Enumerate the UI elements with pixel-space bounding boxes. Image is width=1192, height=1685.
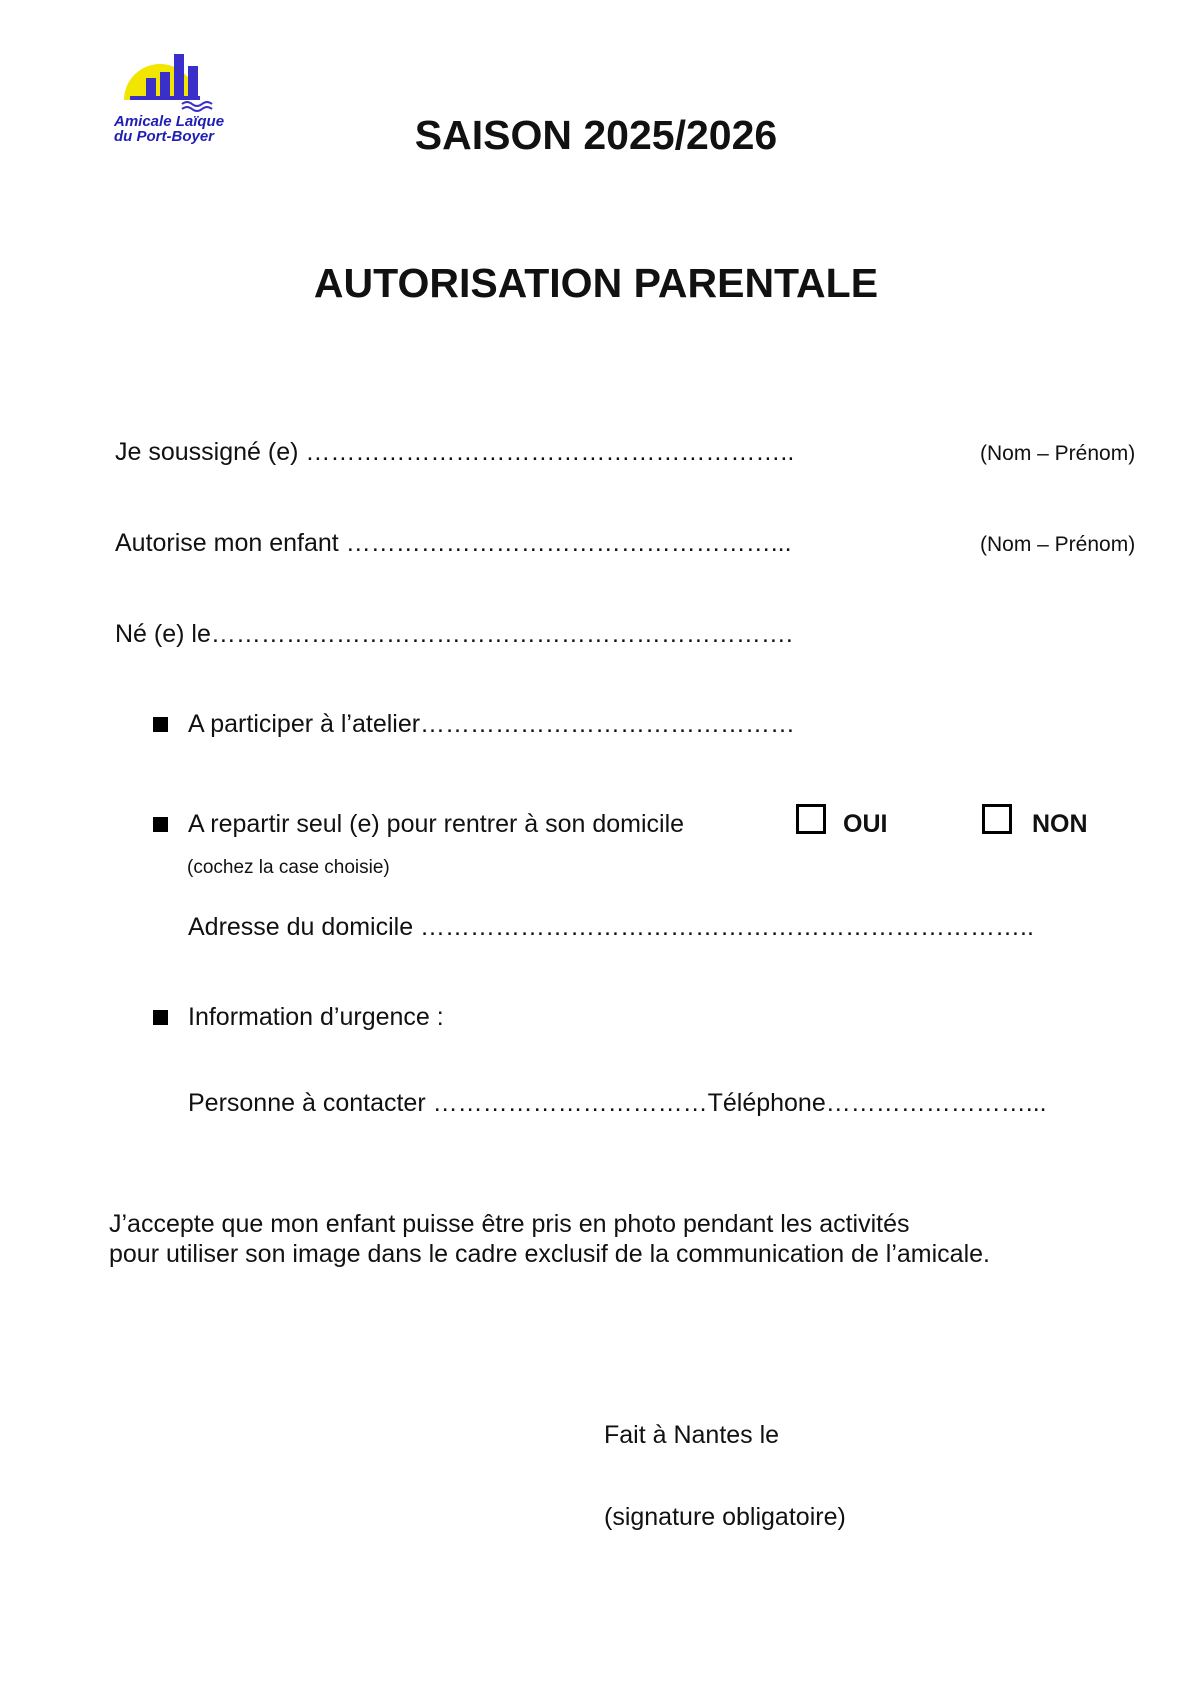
yes-checkbox[interactable] bbox=[796, 804, 826, 834]
undersigned-hint: (Nom – Prénom) bbox=[980, 442, 1136, 465]
photo-consent-line2: pour utiliser son image dans le cadre exclusif de la communication de l’amicale. bbox=[109, 1240, 990, 1268]
season-title: SAISON 2025/2026 bbox=[414, 112, 778, 158]
child-name-field[interactable]: Autorise mon enfant ……………………………………………... bbox=[115, 529, 792, 557]
signature-place: Fait à Nantes le bbox=[604, 1421, 780, 1449]
birth-date-field[interactable]: Né (e) le……………………………………………………………. bbox=[115, 620, 793, 648]
no-checkbox[interactable] bbox=[982, 804, 1012, 834]
undersigned-field[interactable]: Je soussigné (e) ………………………………………………….. bbox=[115, 438, 795, 466]
child-name-hint: (Nom – Prénom) bbox=[980, 533, 1136, 556]
checkbox-note: (cochez la case choisie) bbox=[187, 857, 390, 878]
signature-label: (signature obligatoire) bbox=[604, 1503, 846, 1531]
bullet-icon bbox=[153, 1010, 168, 1025]
leave-alone-label: A repartir seul (e) pour rentrer à son domicile bbox=[188, 810, 685, 838]
bullet-icon bbox=[153, 717, 168, 732]
address-field[interactable]: Adresse du domicile ……………………………………………………………….. bbox=[188, 913, 1034, 941]
workshop-field[interactable]: A participer à l’atelier……………………………………… bbox=[188, 710, 796, 738]
emergency-contact-field[interactable]: Personne à contacter ……………………………Téléphone……………………... bbox=[188, 1089, 1047, 1117]
document-title: AUTORISATION PARENTALE bbox=[313, 260, 879, 306]
logo-wave bbox=[182, 102, 212, 106]
yes-label: OUI bbox=[843, 810, 888, 838]
logo-text-line2: du Port-Boyer bbox=[114, 128, 215, 145]
emergency-label: Information d’urgence : bbox=[188, 1003, 444, 1031]
logo-text-line1: Amicale Laïque bbox=[114, 113, 225, 130]
bullet-icon bbox=[153, 817, 168, 832]
no-label: NON bbox=[1032, 810, 1088, 838]
photo-consent-line1: J’accepte que mon enfant puisse être pris en photo pendant les activités bbox=[109, 1210, 910, 1238]
